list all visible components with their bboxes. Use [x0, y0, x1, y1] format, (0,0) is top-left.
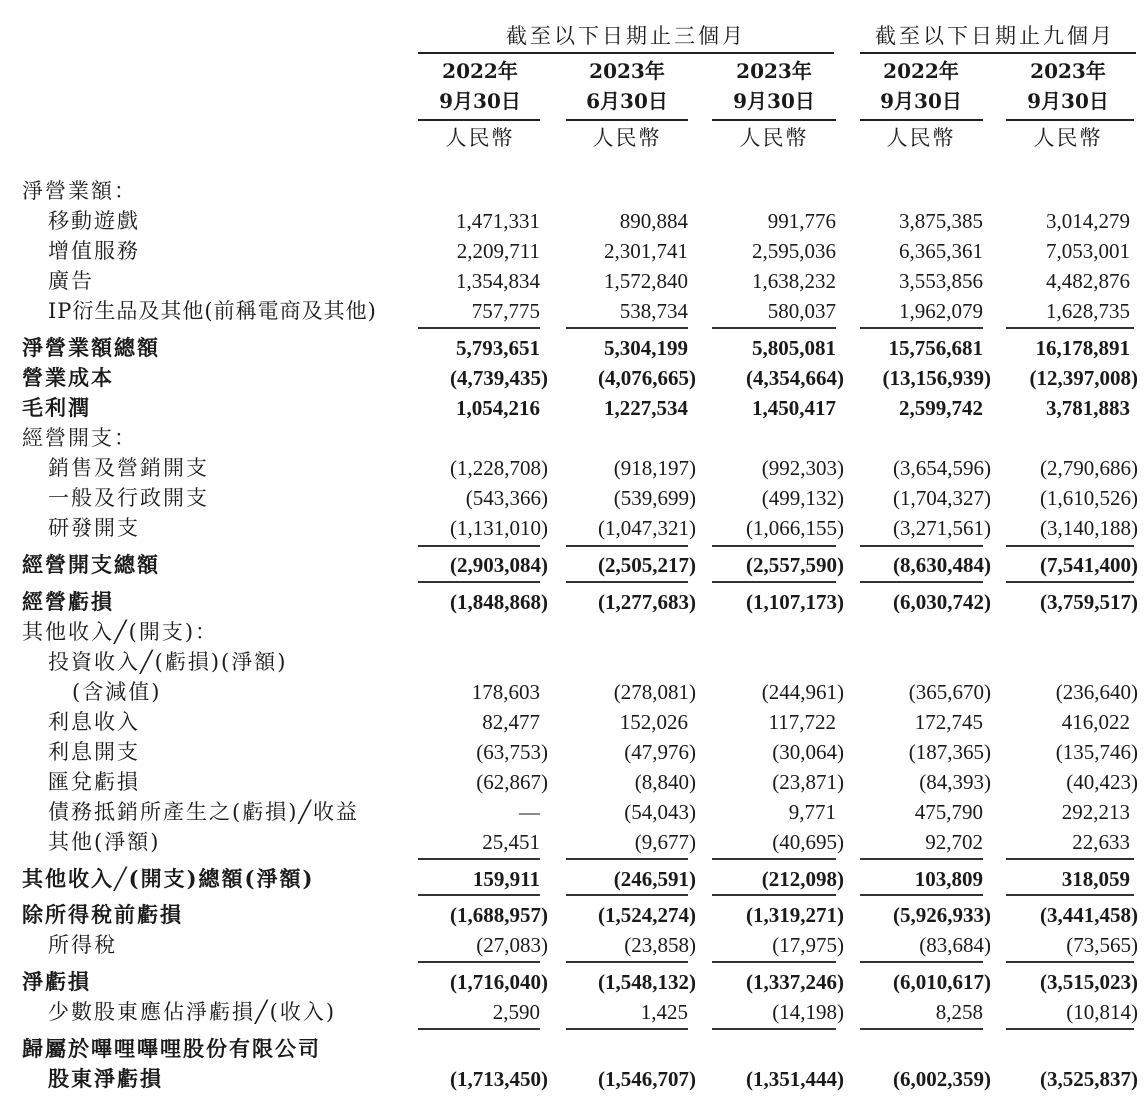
- subtotal-rule: [712, 894, 836, 896]
- table-cell: (73,565): [1066, 933, 1138, 957]
- row-label: 淨營業額：: [22, 179, 137, 203]
- table-cell: (84,393): [919, 770, 991, 794]
- table-cell: 152,026: [619, 710, 688, 734]
- row-label: 除所得稅前虧損: [22, 902, 183, 927]
- table-row: [0, 423, 1148, 453]
- table-cell: (3,140,188): [1040, 516, 1138, 540]
- table-cell: (4,354,664): [746, 366, 844, 390]
- table-row: [0, 176, 1148, 206]
- table-cell: (3,271,561): [893, 516, 991, 540]
- row-label: 增值服務: [48, 239, 140, 263]
- column-header-rule: [418, 119, 540, 121]
- table-cell: (23,858): [624, 933, 696, 957]
- column-currency: 人民幣: [1033, 126, 1103, 150]
- table-cell: 3,014,279: [1046, 209, 1130, 233]
- table-row: [0, 827, 1148, 857]
- column-year: 2022年: [442, 59, 518, 83]
- table-cell: (1,277,683): [598, 590, 696, 614]
- table-row: [0, 707, 1148, 737]
- table-cell: (135,746): [1055, 740, 1138, 764]
- subtotal-rule: [418, 327, 540, 329]
- table-cell: (3,654,596): [893, 456, 991, 480]
- subtotal-rule: [712, 858, 836, 860]
- row-label: 其他(淨額): [48, 830, 161, 854]
- table-cell: (3,441,458): [1040, 903, 1138, 927]
- table-cell: 3,553,856: [899, 269, 983, 293]
- table-row: [0, 930, 1148, 960]
- table-cell: 757,775: [471, 299, 540, 323]
- row-label: 股東淨虧損: [48, 1066, 163, 1091]
- table-cell: (1,610,526): [1040, 486, 1138, 510]
- subtotal-rule: [418, 961, 540, 963]
- table-cell: 117,722: [768, 710, 836, 734]
- table-cell: (40,423): [1066, 770, 1138, 794]
- table-cell: 2,599,742: [899, 396, 983, 420]
- column-header-rule: [712, 119, 836, 121]
- subtotal-rule: [860, 545, 983, 547]
- table-cell: (40,695): [772, 830, 844, 854]
- table-cell: (2,790,686): [1040, 456, 1138, 480]
- three-months-rule: [418, 52, 834, 54]
- row-label: 淨營業額總額: [22, 335, 160, 360]
- table-cell: 1,054,216: [456, 396, 540, 420]
- subtotal-rule: [566, 581, 688, 583]
- table-cell: (14,198): [772, 1000, 844, 1024]
- table-cell: (1,546,707): [598, 1067, 696, 1091]
- subtotal-rule: [1006, 894, 1134, 896]
- table-row: [0, 677, 1148, 707]
- column-currency: 人民幣: [445, 126, 515, 150]
- column-year: 2023年: [1030, 59, 1106, 83]
- row-label: 經營虧損: [22, 589, 114, 614]
- table-cell: 6,365,361: [899, 239, 983, 263]
- table-cell: (6,002,359): [893, 1067, 991, 1091]
- column-currency: 人民幣: [739, 126, 809, 150]
- table-cell: (365,670): [908, 680, 991, 704]
- table-cell: (8,840): [634, 770, 696, 794]
- subtotal-rule: [712, 581, 836, 583]
- table-cell: (1,319,271): [746, 903, 844, 927]
- subtotal-rule: [860, 858, 983, 860]
- table-cell: (1,716,040): [450, 970, 548, 994]
- table-cell: 318,059: [1061, 867, 1130, 891]
- table-row: [0, 236, 1148, 266]
- table-row: [0, 1034, 1148, 1064]
- subtotal-rule: [566, 858, 688, 860]
- row-label: 歸屬於嗶哩嗶哩股份有限公司: [22, 1036, 321, 1061]
- subtotal-rule: [418, 894, 540, 896]
- table-row: [0, 550, 1148, 580]
- row-label: 銷售及營銷開支: [48, 456, 209, 480]
- table-cell: (2,505,217): [598, 553, 696, 577]
- table-cell: (23,871): [772, 770, 844, 794]
- table-cell: 2,595,036: [752, 239, 836, 263]
- row-label: IP衍生品及其他(前稱電商及其他): [48, 299, 377, 323]
- table-cell: (2,557,590): [746, 553, 844, 577]
- table-cell: 3,781,883: [1046, 396, 1130, 420]
- table-row: [0, 767, 1148, 797]
- table-cell: (12,397,008): [1029, 366, 1138, 390]
- table-cell: (1,228,708): [450, 456, 548, 480]
- table-cell: (246,591): [613, 867, 696, 891]
- table-row: [0, 617, 1148, 647]
- table-row: [0, 206, 1148, 236]
- table-cell: 1,227,534: [604, 396, 688, 420]
- subtotal-rule: [1006, 858, 1134, 860]
- column-year: 2023年: [736, 59, 812, 83]
- row-label: 一般及行政開支: [48, 486, 209, 510]
- table-cell: (4,076,665): [598, 366, 696, 390]
- row-label: 淨虧損: [22, 969, 91, 994]
- table-cell: (3,525,837): [1040, 1067, 1138, 1091]
- table-cell: (1,688,957): [450, 903, 548, 927]
- column-currency: 人民幣: [886, 126, 956, 150]
- column-header-rule: [860, 119, 983, 121]
- table-row: [0, 333, 1148, 363]
- table-cell: (539,699): [613, 486, 696, 510]
- row-label: 其他收入╱(開支)總額(淨額): [22, 866, 315, 891]
- table-row: [0, 864, 1148, 894]
- table-cell: 580,037: [767, 299, 836, 323]
- row-label: 債務抵銷所產生之(虧損)╱收益: [48, 800, 360, 824]
- table-cell: 538,734: [619, 299, 688, 323]
- subtotal-rule: [566, 961, 688, 963]
- row-label: 營業成本: [22, 365, 114, 390]
- table-cell: (9,677): [634, 830, 696, 854]
- table-cell: (10,814): [1066, 1000, 1138, 1024]
- table-cell: (6,030,742): [893, 590, 991, 614]
- table-cell: 5,304,199: [604, 336, 688, 360]
- row-label: 其他收入╱(開支)：: [22, 620, 219, 644]
- column-header-rule: [566, 119, 688, 121]
- row-label: 經營開支總額: [22, 552, 160, 577]
- table-cell: (543,366): [465, 486, 548, 510]
- table-cell: 5,805,081: [752, 336, 836, 360]
- table-cell: 103,809: [914, 867, 983, 891]
- subtotal-rule: [418, 1028, 540, 1030]
- subtotal-rule: [860, 581, 983, 583]
- row-label: 匯兌虧損: [48, 770, 140, 794]
- table-cell: 159,911: [472, 867, 540, 891]
- subtotal-rule: [712, 327, 836, 329]
- column-date: 9月30日: [880, 89, 962, 113]
- table-cell: 16,178,891: [1035, 336, 1130, 360]
- table-cell: (244,961): [761, 680, 844, 704]
- table-row: [0, 513, 1148, 543]
- table-cell: (47,976): [624, 740, 696, 764]
- table-cell: (83,684): [919, 933, 991, 957]
- table-cell: (1,351,444): [746, 1067, 844, 1091]
- table-cell: (30,064): [772, 740, 844, 764]
- row-label: 廣告: [48, 269, 94, 293]
- column-year: 2022年: [883, 59, 959, 83]
- table-cell: (4,739,435): [450, 366, 548, 390]
- row-label: 毛利潤: [22, 395, 91, 420]
- table-cell: 8,258: [935, 1000, 983, 1024]
- subtotal-rule: [566, 894, 688, 896]
- row-label: 移動遊戲: [48, 209, 140, 233]
- three-months-heading: 截至以下日期止三個月: [506, 24, 746, 48]
- subtotal-rule: [566, 1028, 688, 1030]
- subtotal-rule: [566, 545, 688, 547]
- subtotal-rule: [1006, 581, 1134, 583]
- table-cell: (63,753): [476, 740, 548, 764]
- subtotal-rule: [1006, 961, 1134, 963]
- table-cell: 25,451: [482, 830, 540, 854]
- table-cell: 890,884: [619, 209, 688, 233]
- table-cell: (1,848,868): [450, 590, 548, 614]
- table-cell: 1,628,735: [1046, 299, 1130, 323]
- table-row: [0, 900, 1148, 930]
- row-label: 經營開支：: [22, 426, 137, 450]
- table-row: [0, 997, 1148, 1027]
- table-cell: 5,793,651: [456, 336, 540, 360]
- column-header-rule: [1006, 119, 1134, 121]
- row-label: 所得稅: [48, 933, 117, 957]
- table-cell: (212,098): [761, 867, 844, 891]
- subtotal-rule: [418, 581, 540, 583]
- table-cell: (1,713,450): [450, 1067, 548, 1091]
- row-label: 投資收入╱(虧損)(淨額): [48, 650, 288, 674]
- table-cell: (13,156,939): [882, 366, 991, 390]
- table-row: [0, 453, 1148, 483]
- table-cell: (2,903,084): [450, 553, 548, 577]
- row-label: (含減值): [72, 680, 162, 704]
- table-row: [0, 363, 1148, 393]
- subtotal-rule: [418, 545, 540, 547]
- table-cell: (1,548,132): [598, 970, 696, 994]
- column-date: 9月30日: [1027, 89, 1109, 113]
- column-date: 9月30日: [439, 89, 521, 113]
- table-row: [0, 296, 1148, 326]
- table-cell: (1,131,010): [450, 516, 548, 540]
- table-cell: (278,081): [613, 680, 696, 704]
- table-cell: 1,471,331: [456, 209, 540, 233]
- table-cell: (918,197): [613, 456, 696, 480]
- subtotal-rule: [860, 327, 983, 329]
- subtotal-rule: [860, 1028, 983, 1030]
- table-row: [0, 393, 1148, 423]
- nine-months-rule: [860, 52, 1136, 54]
- table-row: [0, 266, 1148, 296]
- table-cell: 991,776: [767, 209, 836, 233]
- subtotal-rule: [712, 1028, 836, 1030]
- table-cell: 2,590: [492, 1000, 540, 1024]
- table-cell: (187,365): [908, 740, 991, 764]
- subtotal-rule: [860, 961, 983, 963]
- table-cell: (992,303): [761, 456, 844, 480]
- table-cell: (3,515,023): [1040, 970, 1138, 994]
- table-cell: (1,066,155): [746, 516, 844, 540]
- table-cell: 1,572,840: [604, 269, 688, 293]
- table-cell: 2,209,711: [456, 239, 540, 263]
- subtotal-rule: [712, 545, 836, 547]
- table-cell: 2,301,741: [604, 239, 688, 263]
- table-cell: (6,010,617): [893, 970, 991, 994]
- table-row: [0, 483, 1148, 513]
- table-cell: (1,524,274): [598, 903, 696, 927]
- subtotal-rule: [860, 894, 983, 896]
- table-cell: (1,107,173): [746, 590, 844, 614]
- row-label: 研發開支: [48, 516, 140, 540]
- table-row: [0, 797, 1148, 827]
- table-cell: 292,213: [1061, 800, 1130, 824]
- table-cell: 172,745: [914, 710, 983, 734]
- column-date: 6月30日: [586, 89, 668, 113]
- table-cell: (499,132): [761, 486, 844, 510]
- table-cell: (27,083): [476, 933, 548, 957]
- table-cell: (17,975): [772, 933, 844, 957]
- nine-months-heading: 截至以下日期止九個月: [875, 24, 1115, 48]
- table-cell: (5,926,933): [893, 903, 991, 927]
- table-cell: 22,633: [1072, 830, 1130, 854]
- table-cell: —: [519, 800, 540, 824]
- table-row: [0, 587, 1148, 617]
- table-cell: 1,425: [640, 1000, 688, 1024]
- row-label: 利息開支: [48, 740, 140, 764]
- row-label: 少數股東應佔淨虧損╱(收入): [48, 1000, 337, 1024]
- table-cell: 15,756,681: [888, 336, 983, 360]
- table-cell: (7,541,400): [1040, 553, 1138, 577]
- table-cell: (54,043): [624, 800, 696, 824]
- table-cell: (1,704,327): [893, 486, 991, 510]
- table-row: [0, 1064, 1148, 1094]
- subtotal-rule: [1006, 327, 1134, 329]
- table-cell: 475,790: [914, 800, 983, 824]
- table-cell: 4,482,876: [1046, 269, 1130, 293]
- column-year: 2023年: [589, 59, 665, 83]
- table-cell: 178,603: [471, 680, 540, 704]
- subtotal-rule: [1006, 1028, 1134, 1030]
- column-date: 9月30日: [733, 89, 815, 113]
- subtotal-rule: [1006, 545, 1134, 547]
- subtotal-rule: [566, 327, 688, 329]
- subtotal-rule: [418, 858, 540, 860]
- table-row: [0, 737, 1148, 767]
- table-cell: 1,638,232: [752, 269, 836, 293]
- table-cell: (1,337,246): [746, 970, 844, 994]
- table-cell: 1,354,834: [456, 269, 540, 293]
- subtotal-rule: [712, 961, 836, 963]
- table-cell: 7,053,001: [1046, 239, 1130, 263]
- table-cell: (236,640): [1055, 680, 1138, 704]
- table-row: [0, 967, 1148, 997]
- table-cell: 1,450,417: [752, 396, 836, 420]
- table-cell: 92,702: [925, 830, 983, 854]
- table-row: [0, 647, 1148, 677]
- table-cell: (1,047,321): [598, 516, 696, 540]
- table-cell: 9,771: [788, 800, 836, 824]
- table-cell: (3,759,517): [1040, 590, 1138, 614]
- table-cell: 1,962,079: [899, 299, 983, 323]
- column-currency: 人民幣: [592, 126, 662, 150]
- table-cell: 82,477: [482, 710, 540, 734]
- table-cell: 3,875,385: [899, 209, 983, 233]
- table-cell: 416,022: [1061, 710, 1130, 734]
- table-cell: (62,867): [476, 770, 548, 794]
- table-cell: (8,630,484): [893, 553, 991, 577]
- row-label: 利息收入: [48, 710, 140, 734]
